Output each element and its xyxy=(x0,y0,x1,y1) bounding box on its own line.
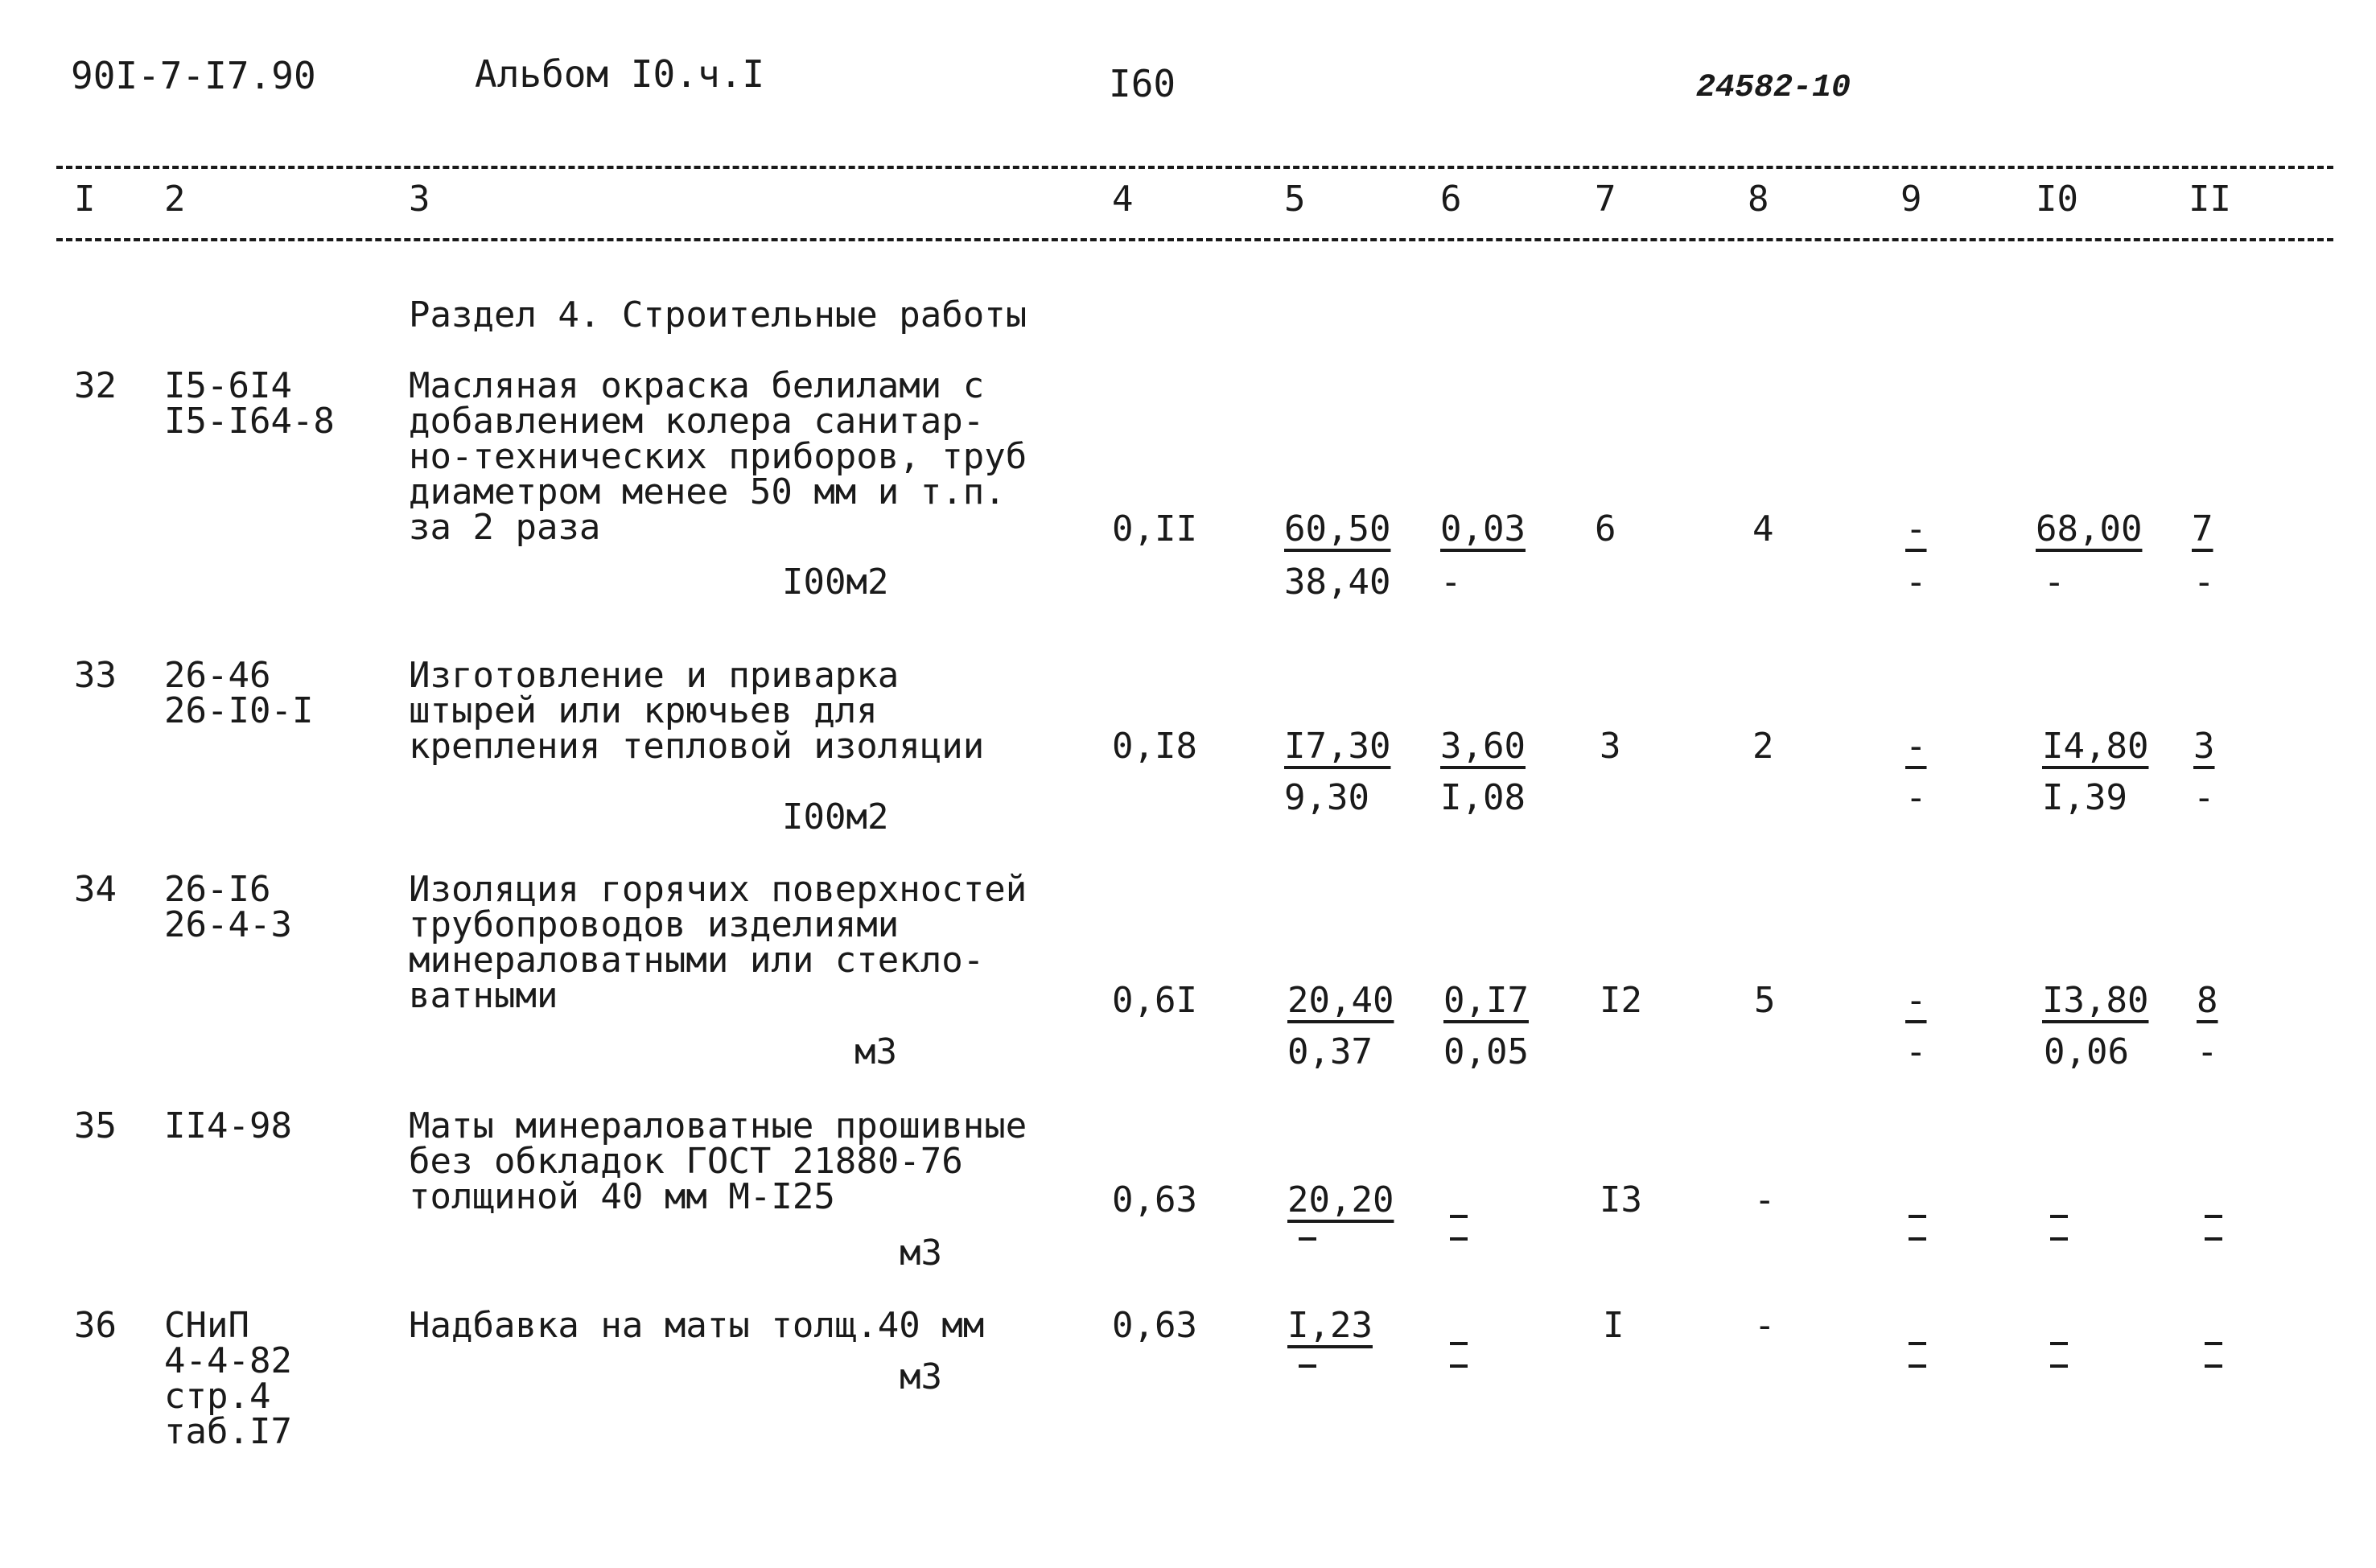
col9-top-dash xyxy=(1909,1342,1926,1345)
norm-code: СНиП 4-4-82 стр.4 таб.I7 xyxy=(164,1305,292,1452)
col6-bottom: I,08 xyxy=(1440,777,1526,818)
quantity: 0,II xyxy=(1112,508,1197,549)
quantity: 0,6I xyxy=(1112,980,1197,1021)
col11-top: 8 xyxy=(2197,980,2218,1021)
col10-top: I4,80 xyxy=(2042,726,2149,767)
col5-bottom: 38,40 xyxy=(1284,562,1391,603)
col6-top: 0,I7 xyxy=(1443,980,1529,1021)
col6-top: 3,60 xyxy=(1440,726,1526,767)
col-header-3: 3 xyxy=(409,179,430,220)
work-description: Изоляция горячих поверхностей трубопроводов изделиями минераловатными или стекло- ватными xyxy=(409,869,1027,1016)
col7-value: I xyxy=(1603,1305,1624,1346)
col-header-5: 5 xyxy=(1284,179,1306,220)
col11-top-dash xyxy=(2205,1215,2222,1218)
col-header-9: 9 xyxy=(1900,179,1922,220)
norm-code: 26-46 26-I0-I xyxy=(164,655,314,731)
col11-bottom-dash xyxy=(2205,1364,2222,1368)
col10-bottom: - xyxy=(2044,562,2065,603)
col9-top: - xyxy=(1905,508,1927,549)
col5-bottom: 9,30 xyxy=(1284,777,1369,818)
header-rule-top xyxy=(56,166,2333,169)
col-header-8: 8 xyxy=(1748,179,1769,220)
row-number: 34 xyxy=(74,869,117,910)
unit-label: I00м2 xyxy=(782,562,889,603)
col-header-6: 6 xyxy=(1440,179,1462,220)
col8-value: - xyxy=(1754,1179,1776,1220)
col10-top: 68,00 xyxy=(2036,508,2143,549)
col6-bottom: - xyxy=(1440,562,1462,603)
col9-top: - xyxy=(1905,726,1927,767)
col9-top-dash xyxy=(1909,1215,1926,1218)
col8-value: 4 xyxy=(1752,508,1774,549)
col-header-4: 4 xyxy=(1112,179,1134,220)
col11-bottom: - xyxy=(2193,777,2215,818)
album-label: Альбом I0.ч.I xyxy=(475,52,765,96)
col-header-1: I xyxy=(74,179,96,220)
col6-top-dash xyxy=(1450,1342,1468,1345)
col11-bottom: - xyxy=(2197,1031,2218,1072)
row-number: 35 xyxy=(74,1105,117,1146)
col10-bottom-dash xyxy=(2050,1237,2068,1241)
unit-label: м3 xyxy=(900,1356,942,1397)
work-description: Маты минераловатные прошивные без обкладок ГОСТ 21880-76 толщиной 40 мм М-I25 xyxy=(409,1105,1027,1217)
inventory-stamp: 24582-10 xyxy=(1696,70,1851,106)
col11-top: 7 xyxy=(2192,508,2213,549)
col-header-11: II xyxy=(2189,179,2231,220)
col11-bottom: - xyxy=(2193,562,2215,603)
quantity: 0,I8 xyxy=(1112,726,1197,767)
norm-code: I5-6I4 I5-I64-8 xyxy=(164,365,335,442)
col10-bottom: 0,06 xyxy=(2044,1031,2129,1072)
col10-bottom-dash xyxy=(2050,1364,2068,1368)
col5-top: 20,40 xyxy=(1287,980,1394,1021)
col8-value: - xyxy=(1754,1305,1776,1346)
quantity: 0,63 xyxy=(1112,1305,1197,1346)
unit-label: м3 xyxy=(900,1233,942,1274)
page-number: I60 xyxy=(1109,62,1176,105)
col5-top: I7,30 xyxy=(1284,726,1391,767)
section-title: Раздел 4. Строительные работы xyxy=(409,294,1027,335)
col5-bottom-dash xyxy=(1299,1364,1316,1368)
col8-value: 2 xyxy=(1752,726,1774,767)
col10-bottom: I,39 xyxy=(2042,777,2127,818)
unit-label: I00м2 xyxy=(782,796,889,838)
work-description: Надбавка на маты толщ.40 мм xyxy=(409,1305,985,1346)
norm-code: II4-98 xyxy=(164,1105,292,1146)
quantity: 0,63 xyxy=(1112,1179,1197,1220)
col10-top: I3,80 xyxy=(2042,980,2149,1021)
col9-bottom: - xyxy=(1905,562,1927,603)
row-number: 36 xyxy=(74,1305,117,1346)
col7-value: 3 xyxy=(1600,726,1621,767)
col6-bottom: 0,05 xyxy=(1443,1031,1529,1072)
col7-value: 6 xyxy=(1595,508,1616,549)
col11-bottom-dash xyxy=(2205,1237,2222,1241)
col6-bottom-dash xyxy=(1450,1237,1468,1241)
work-description: Изготовление и приварка штырей или крючьев для крепления тепловой изоляции xyxy=(409,655,985,767)
col5-bottom-dash xyxy=(1299,1237,1316,1241)
col5-top: 20,20 xyxy=(1287,1179,1394,1220)
col11-top: 3 xyxy=(2193,726,2215,767)
col9-bottom: - xyxy=(1905,1031,1927,1072)
col11-top-dash xyxy=(2205,1342,2222,1345)
unit-label: м3 xyxy=(854,1031,897,1072)
work-description: Масляная окраска белилами с добавлением колера санитар- но-технических приборов, труб диаметром менее 50 мм и т.п. за 2 раза xyxy=(409,365,1027,548)
col9-bottom: - xyxy=(1905,777,1927,818)
col8-value: 5 xyxy=(1754,980,1776,1021)
col9-bottom-dash xyxy=(1909,1364,1926,1368)
header-rule-bottom xyxy=(56,238,2333,241)
col-header-10: I0 xyxy=(2036,179,2078,220)
col10-top-dash xyxy=(2050,1342,2068,1345)
row-number: 33 xyxy=(74,655,117,696)
col9-top: - xyxy=(1905,980,1927,1021)
norm-code: 26-I6 26-4-3 xyxy=(164,869,292,945)
col10-top-dash xyxy=(2050,1215,2068,1218)
col5-bottom: 0,37 xyxy=(1287,1031,1373,1072)
col6-top: 0,03 xyxy=(1440,508,1526,549)
col7-value: I3 xyxy=(1600,1179,1642,1220)
document-code: 90I-7-I7.90 xyxy=(71,54,316,97)
col9-bottom-dash xyxy=(1909,1237,1926,1241)
col6-bottom-dash xyxy=(1450,1364,1468,1368)
col-header-7: 7 xyxy=(1595,179,1616,220)
col-header-2: 2 xyxy=(164,179,186,220)
col5-top: 60,50 xyxy=(1284,508,1391,549)
col6-top-dash xyxy=(1450,1215,1468,1218)
col7-value: I2 xyxy=(1600,980,1642,1021)
row-number: 32 xyxy=(74,365,117,406)
col5-top: I,23 xyxy=(1287,1305,1373,1346)
